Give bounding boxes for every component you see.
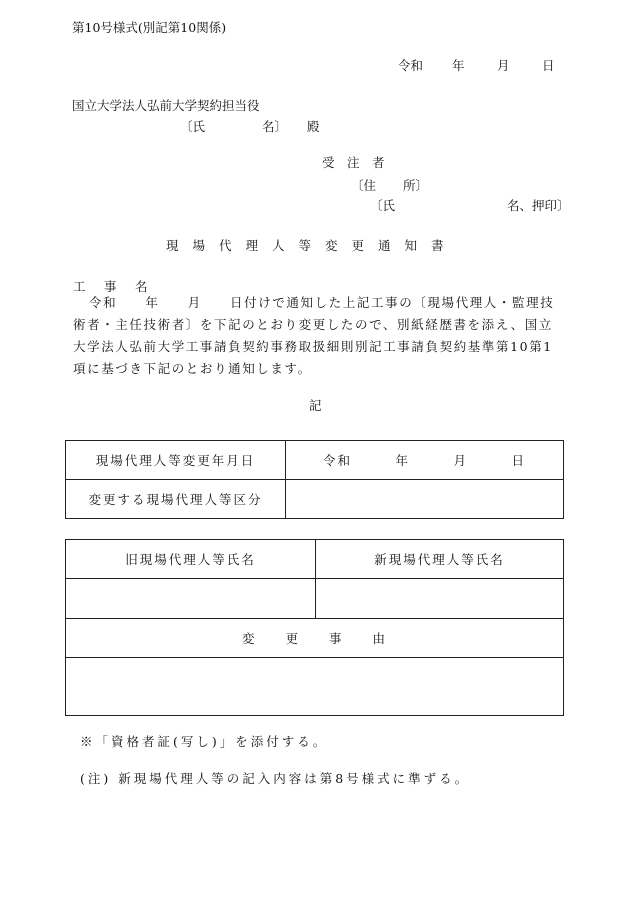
contractor-address-close: 所〕 <box>403 178 429 193</box>
body-date-prefix: 令和 年 月 日 <box>89 295 245 310</box>
date-year: 年 <box>452 58 465 73</box>
old-name-cell[interactable] <box>66 579 316 619</box>
ki-heading: 記 <box>309 398 322 413</box>
date-era: 令和 <box>398 58 424 73</box>
reason-cell[interactable] <box>66 658 564 716</box>
project-label: 工 事 名 <box>73 279 151 294</box>
contractor-name-open: 〔氏 <box>370 198 396 213</box>
change-date-label: 現場代理人等変更年月日 <box>66 441 286 480</box>
change-category-label: 変更する現場代理人等区分 <box>66 480 286 519</box>
body-text: 付けで通知した上記工事の〔現場代理人・監理技術者・主任技術者〕を下記のとおり変更したので、別紙経歴書を添え、国立大学法人弘前大学工事請負契約事務取扱細則別記工事請負契約基準第10第1項に基づき下記のとおり通知します。 <box>73 295 555 376</box>
addressee-org: 国立大学法人弘前大学契約担当役 <box>72 98 260 113</box>
representative-table <box>65 539 564 716</box>
date-month: 月 <box>497 58 510 73</box>
footnote: (注) 新現場代理人等の記入内容は第8号様式に準ずる。 <box>80 771 471 786</box>
reason-header: 変 更 事 由 <box>66 619 564 658</box>
addressee-name-close: 名〕 <box>262 119 288 134</box>
body-paragraph <box>73 292 561 380</box>
old-name-header: 旧現場代理人等氏名 <box>66 540 316 579</box>
contractor-label: 受 注 者 <box>322 155 385 170</box>
new-name-cell[interactable] <box>316 579 564 619</box>
change-date-value[interactable]: 令和 年 月 日 <box>286 441 564 480</box>
addressee-name-open: 〔氏 <box>180 119 206 134</box>
new-name-header: 新現場代理人等氏名 <box>316 540 564 579</box>
attachment-note: ※「資格者証(写し)」を添付する。 <box>80 734 329 749</box>
form-number: 第10号様式(別記第10関係) <box>72 20 227 35</box>
addressee-honorific: 殿 <box>307 119 320 134</box>
contractor-name-close: 名、押印〕 <box>507 198 570 213</box>
contractor-address-open: 〔住 <box>351 178 377 193</box>
date-day: 日 <box>542 58 555 73</box>
document-title: 現場代理人等変更通知書 <box>166 238 458 253</box>
change-category-value[interactable] <box>286 480 564 519</box>
change-date-table <box>65 440 564 519</box>
